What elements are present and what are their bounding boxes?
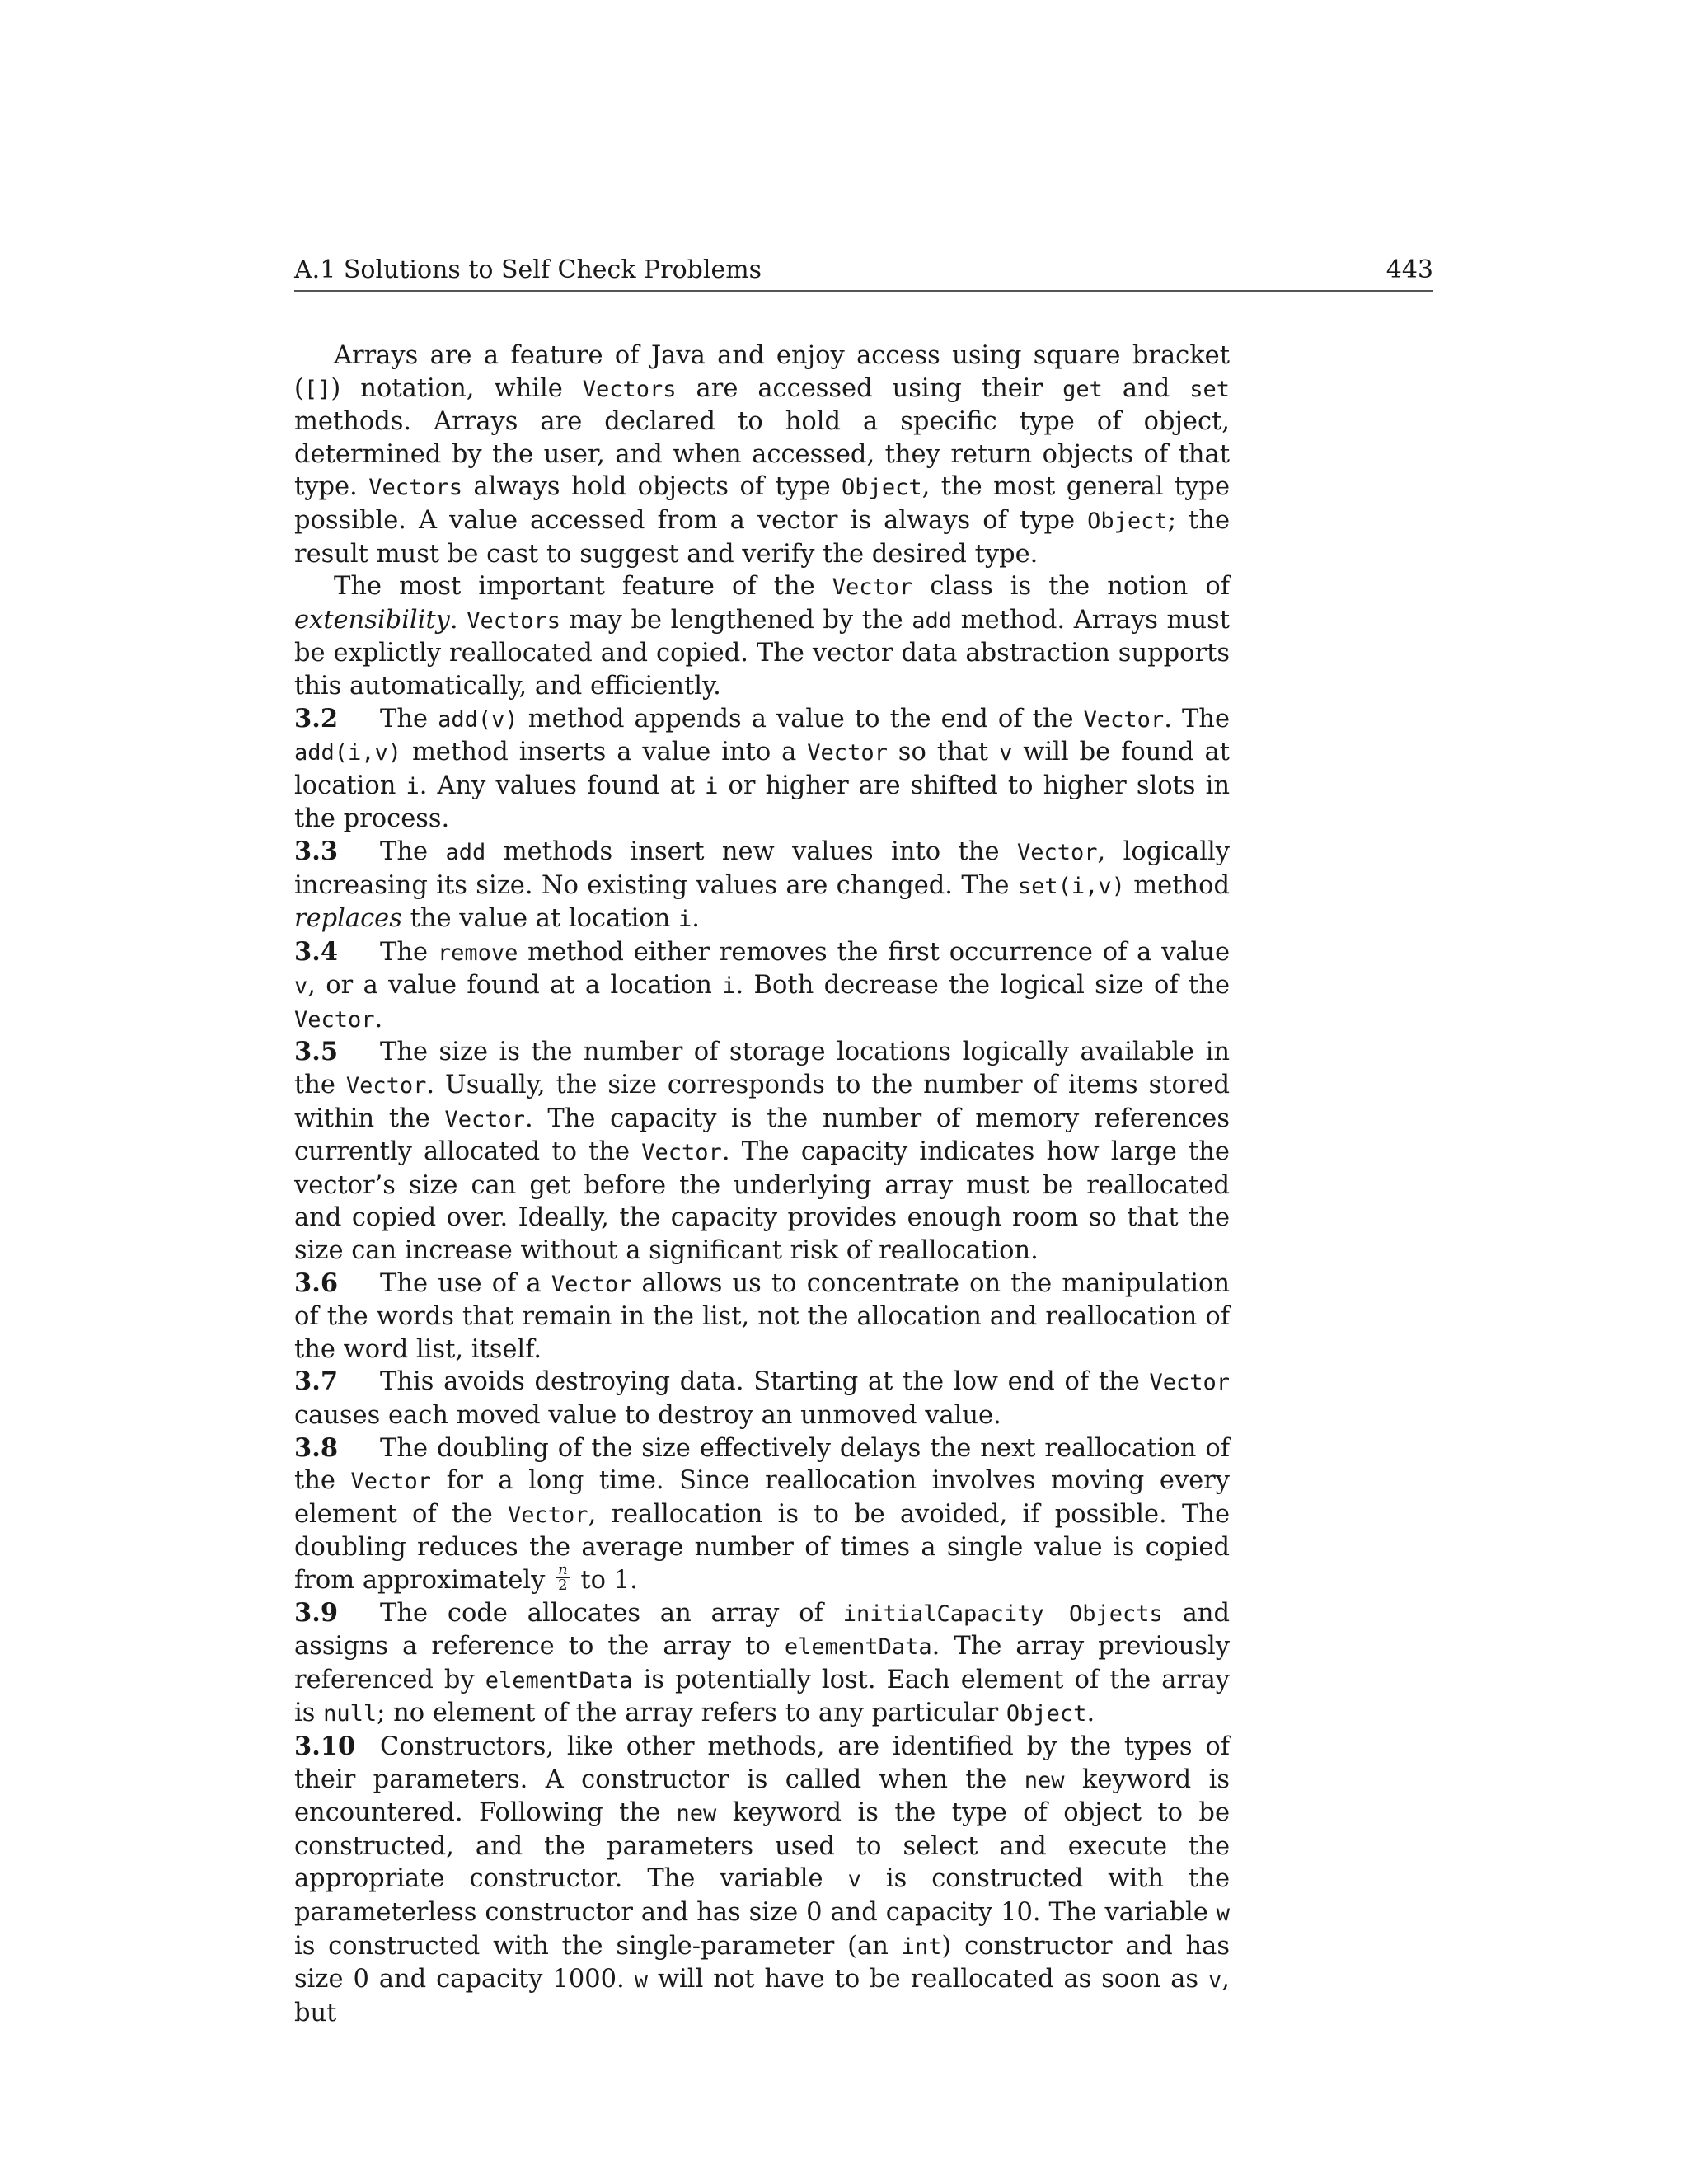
inline-code: initialCapacity Objects [842, 1601, 1163, 1627]
inline-code: Vector [444, 1106, 526, 1132]
answer-3-5: 3.5 The size is the number of storage locations logically available in the Vector. Usually, the size corresponds to the number of items stored within the Vector. The capacity is the number of memory references currently allocated to the Vector. The capacity indicates how large the vector’s size can get before the underlying array must be reallocated and copied over. Ideally, the capacity provides enough room so that the size can increase without a significant risk of reallocation. [294, 1037, 1230, 1266]
inline-code: add(i,v) [294, 740, 402, 766]
inline-code: Vector [508, 1502, 588, 1528]
answer-number: 3.9 [294, 1597, 339, 1628]
inline-code: int [901, 1933, 942, 1960]
inline-code: Vectors [467, 607, 560, 634]
answer-3-10: 3.10 Constructors, like other methods, are identified by the types of their parameters. A constructor is called when the new keyword is encountered. Following the new keyword is the type of object to be constructed, and the parameters used to select and execute the appropriate constructor. The variable v is constructed with the parameterless constructor and has size 0 and capacity 10. The variable w is constructed with the single-parameter (an int) constructor and has size 0 and capacity 1000. w will not have to be reallocated as soon as v, but [294, 1731, 1231, 2027]
inline-code: get [1062, 376, 1103, 402]
answer-3-4: 3.4 The remove method either removes the first occurrence of a value v, or a value found at a location i. Both decrease the logical size of the Vector. [294, 936, 1231, 1033]
inline-code: i [705, 773, 719, 799]
page-number: 443 [1386, 255, 1433, 284]
intro-paragraph-extensibility: The most important feature of the Vector class is the notion of extensibility. Vectors may be lengthened by the add method. Arrays must be explictly reallocated and copied. The vector data abstraction supports this automatically, and efficiently. [294, 572, 1231, 701]
page-header [294, 254, 1433, 292]
inline-code: Object [842, 475, 922, 501]
inline-code: v [1208, 1967, 1222, 1994]
inline-code: elementData [784, 1634, 932, 1661]
inline-code: Vector [350, 1469, 432, 1495]
inline-code: Vector [1016, 839, 1098, 865]
body-text [294, 340, 1230, 2029]
inline-code: Vectors [582, 376, 677, 402]
answer-3-6: 3.6 The use of a Vector allows us to concentrate on the manipulation of the words that remain in the list, not the allocation and reallocation of the word list, itself. [294, 1268, 1230, 1364]
inline-code: i [722, 973, 736, 1000]
inline-code: new [1024, 1767, 1065, 1793]
inline-code: Vector [345, 1073, 427, 1099]
inline-code: Object [1087, 508, 1168, 534]
inline-code: w [1216, 1900, 1230, 1926]
answer-3-3: 3.3 The add methods insert new values into the Vector, logically increasing its size. No existing values are changed. The set(i,v) method replaces the value at location i. [294, 836, 1231, 934]
answer-3-2: 3.2 The add(v) method appends a value to the end of the Vector. The add(i,v) method inserts a value into a Vector so that v will be found at location i. Any values found at i or higher are shifted to higher slots in the process. [294, 703, 1230, 834]
answer-number: 3.6 [294, 1268, 339, 1298]
inline-code: set(i,v) [1017, 873, 1125, 899]
inline-code: Vector [807, 740, 888, 766]
answer-3-8: 3.8 The doubling of the size effectively delays the next reallocation of the Vector for a long time. Since reallocation involves moving every element of the Vector, reallocation is to be avoided, if possible. The doubling reduces the average number of times a single value is copied from approximately $\frac{n}{2}$ to 1. [294, 1432, 1230, 1595]
inline-code: Vector [294, 1006, 375, 1033]
inline-code: elementData [485, 1667, 633, 1694]
answer-number: 3.4 [294, 936, 339, 967]
inline-code: i [406, 773, 420, 799]
inline-code: Vector [1149, 1370, 1230, 1396]
inline-code: [] [303, 376, 331, 402]
inline-code: Vector [832, 574, 913, 601]
inline-code: v [999, 740, 1013, 766]
answer-3-7: 3.7 This avoids destroying data. Starting at the low end of the Vector causes each moved value to destroy an unmoved value. [294, 1366, 1230, 1430]
emphasis: extensibility [294, 605, 450, 635]
inline-code: null [323, 1701, 377, 1727]
emphasis: replaces [294, 904, 402, 934]
answer-number: 3.7 [294, 1366, 339, 1397]
answer-3-9: 3.9 The code allocates an array of initialCapacity Objects and assigns a reference to the array to elementData. The array previously referenced by elementData is potentially lost. Each element of the array is null; no element of the array refers to any particular Object. [294, 1597, 1231, 1728]
answer-list [294, 703, 1230, 2030]
inline-code: v [294, 973, 308, 1000]
inline-code: Vector [641, 1140, 722, 1166]
inline-code: Vector [1083, 706, 1165, 733]
answer-number: 3.3 [294, 836, 339, 866]
inline-code: add(v) [438, 706, 518, 733]
answer-number: 3.10 [294, 1731, 356, 1761]
inline-code: i [678, 907, 692, 933]
answer-number: 3.2 [294, 703, 339, 733]
inline-code: add [445, 839, 486, 865]
intro-paragraph-arrays: Arrays are a feature of Java and enjoy access using square bracket ([]) notation, while Vectors are accessed using their get and set methods. Arrays are declared to hold a specific type of object, determined by the user, and when accessed, they return objects of that type. Vectors always hold objects of type Object, the most general type possible. A value accessed from a vector is always of type Object; the result must be cast to suggest and verify the desired type. [294, 341, 1231, 569]
fraction: $\frac{n}{2}$ [558, 1561, 568, 1595]
inline-code: w [634, 1967, 648, 1994]
answer-number: 3.5 [294, 1037, 339, 1067]
inline-code: Object [1006, 1701, 1087, 1727]
inline-code: add [912, 607, 953, 634]
inline-code: new [676, 1801, 717, 1827]
inline-code: Vector [551, 1271, 632, 1297]
inline-code: set [1189, 376, 1231, 402]
answer-number: 3.8 [294, 1432, 339, 1463]
running-header-title: A.1 Solutions to Self Check Problems [294, 255, 762, 284]
inline-code: v [847, 1867, 861, 1893]
inline-code: Vectors [368, 475, 462, 501]
inline-code: remove [437, 940, 518, 966]
